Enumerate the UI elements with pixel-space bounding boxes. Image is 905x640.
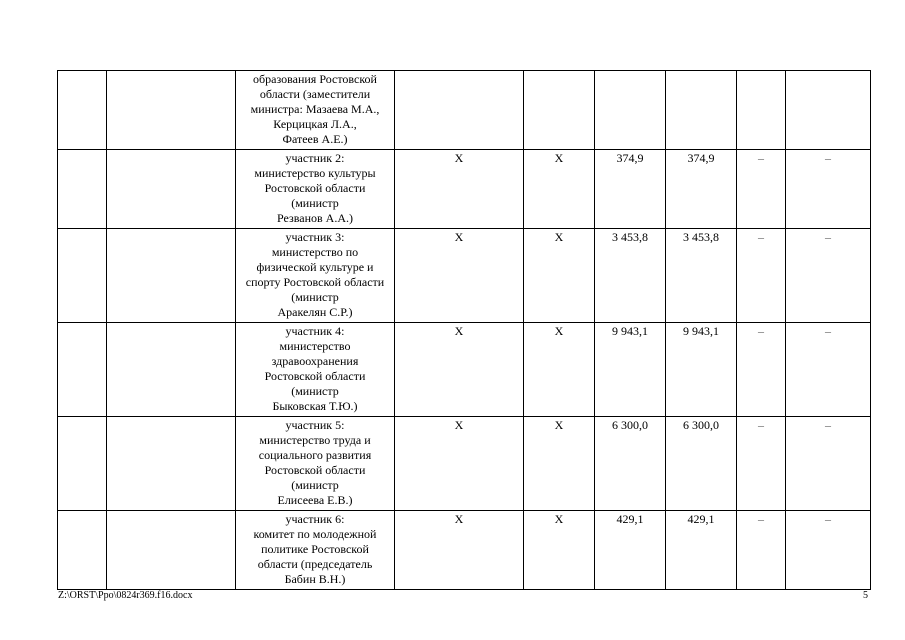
- cell-x-1: Х: [395, 323, 524, 417]
- cell-dash-2: –: [786, 229, 871, 323]
- empty-cell: [107, 229, 236, 323]
- empty-cell: [107, 150, 236, 229]
- cell-dash-2: –: [786, 417, 871, 511]
- cell-dash-1: [737, 71, 786, 150]
- empty-cell: [58, 150, 107, 229]
- cell-dash-1: –: [737, 417, 786, 511]
- cell-amount-regional: 429,1: [666, 511, 737, 590]
- empty-cell: [58, 323, 107, 417]
- cell-amount-total: [595, 71, 666, 150]
- cell-x-2: Х: [524, 511, 595, 590]
- cell-amount-total: 9 943,1: [595, 323, 666, 417]
- budget-table: [57, 70, 871, 590]
- cell-x-1: Х: [395, 150, 524, 229]
- cell-dash-1: –: [737, 229, 786, 323]
- cell-x-1: Х: [395, 417, 524, 511]
- table-row: [58, 417, 871, 511]
- cell-amount-regional: [666, 71, 737, 150]
- cell-x-1: Х: [395, 229, 524, 323]
- empty-cell: [107, 323, 236, 417]
- cell-dash-2: –: [786, 323, 871, 417]
- cell-dash-1: –: [737, 150, 786, 229]
- cell-amount-regional: 6 300,0: [666, 417, 737, 511]
- cell-amount-regional: 374,9: [666, 150, 737, 229]
- participant-description: участник 6: комитет по молодежной политике Ростовской области (председатель Бабин В.Н.): [236, 511, 395, 590]
- empty-cell: [107, 71, 236, 150]
- table-row: [58, 323, 871, 417]
- table-row: [58, 511, 871, 590]
- empty-cell: [58, 71, 107, 150]
- empty-cell: [107, 417, 236, 511]
- cell-x-1: [395, 71, 524, 150]
- empty-cell: [58, 417, 107, 511]
- cell-amount-regional: 3 453,8: [666, 229, 737, 323]
- table-row: [58, 229, 871, 323]
- cell-x-2: Х: [524, 417, 595, 511]
- cell-x-2: Х: [524, 229, 595, 323]
- empty-cell: [58, 511, 107, 590]
- document-path: Z:\ORST\Ppo\0824r369.f16.docx: [58, 590, 193, 601]
- cell-dash-2: –: [786, 511, 871, 590]
- participant-description: образования Ростовской области (заместители министра: Мазаева М.А., Керцицкая Л.А., Фатеев А.Е.): [236, 71, 395, 150]
- participant-description: участник 4: министерство здравоохранения Ростовской области (министр Быковская Т.Ю.): [236, 323, 395, 417]
- cell-dash-1: –: [737, 511, 786, 590]
- participant-description: участник 3: министерство по физической культуре и спорту Ростовской области (министр Аракелян С.Р.): [236, 229, 395, 323]
- page-number: 5: [863, 590, 868, 601]
- cell-x-2: [524, 71, 595, 150]
- cell-amount-total: 6 300,0: [595, 417, 666, 511]
- cell-dash-1: –: [737, 323, 786, 417]
- table-row: [58, 71, 871, 150]
- cell-dash-2: [786, 71, 871, 150]
- participant-description: участник 5: министерство труда и социального развития Ростовской области (министр Елисеева Е.В.): [236, 417, 395, 511]
- cell-amount-total: 429,1: [595, 511, 666, 590]
- cell-x-2: Х: [524, 323, 595, 417]
- table-row: [58, 150, 871, 229]
- empty-cell: [107, 511, 236, 590]
- empty-cell: [58, 229, 107, 323]
- cell-x-1: Х: [395, 511, 524, 590]
- cell-amount-total: 374,9: [595, 150, 666, 229]
- cell-amount-total: 3 453,8: [595, 229, 666, 323]
- cell-dash-2: –: [786, 150, 871, 229]
- cell-amount-regional: 9 943,1: [666, 323, 737, 417]
- cell-x-2: Х: [524, 150, 595, 229]
- participant-description: участник 2: министерство культуры Ростовской области (министр Резванов А.А.): [236, 150, 395, 229]
